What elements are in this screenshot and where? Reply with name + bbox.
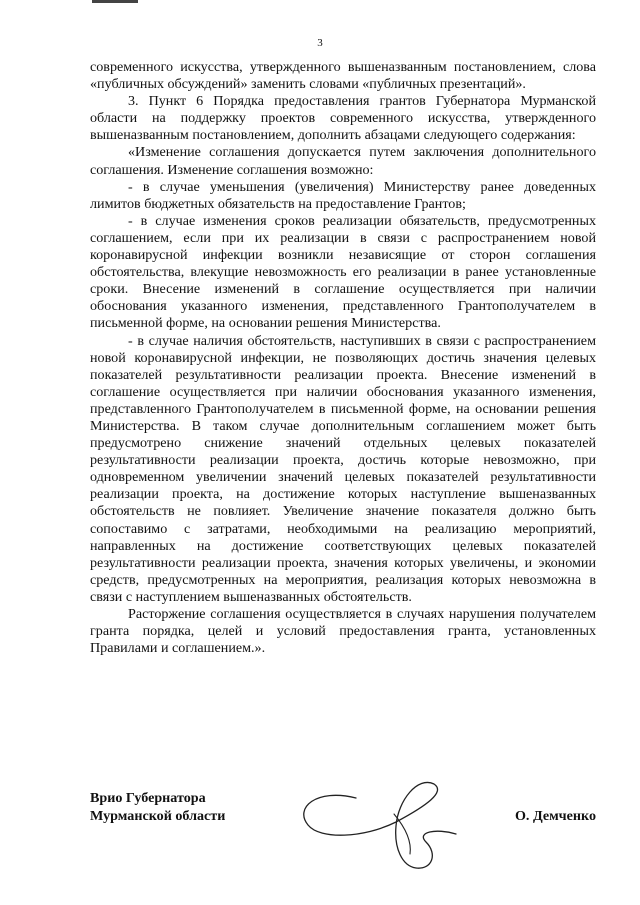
paragraph-quote-intro: «Изменение соглашения допускается путем заключения дополнительного соглашения. Изменение соглашения возможно: bbox=[90, 144, 596, 178]
paragraph-bullet-3: - в случае наличия обстоятельств, наступивших в связи с распространением новой коронавирусной инфекции, не позволяющих достичь значения целевых показателей результативности реализации проекта. Внесение изменений в соглашение осуществляется при наличии обоснования указанного изменения, представленного Грантополучателем в письменной форме, на основании решения Министерства. В таком случае дополнительным соглашением может быть предусмотрено снижение значений отдельных целевых показателей результативности реализации проекта, достичь которые невозможно, при одновременном увеличении значений целевых показателей результативности реализации проекта, на достижение которых наступление вышеназванных обстоятельств не повлияет. Увеличение значение показателя должно быть сопоставимо с затратами, необходимыми на реализацию мероприятий, направленных на достижение соответствующих целевых показателей результативности реализации проекта, значения которых увеличены, и экономии средств, предусмотренных на мероприятия, реализация которых невозможна в связи с наступлением вышеназванных обстоятельств. bbox=[90, 332, 596, 605]
paragraph-item-3: 3. Пункт 6 Порядка предоставления грантов Губернатора Мурманской области на поддержку проектов современного искусства, утвержденного вышеназванным постановлением, дополнить абзацами следующего содержания: bbox=[90, 93, 596, 144]
signatory-title-line-2: Мурманской области bbox=[90, 807, 226, 824]
top-edge-mark bbox=[92, 0, 138, 3]
handwritten-signature bbox=[286, 770, 476, 875]
page-number: 3 bbox=[317, 37, 323, 49]
signatory-title-line-1: Врио Губернатора bbox=[90, 790, 206, 806]
paragraph-bullet-1: - в случае уменьшения (увеличения) Министерству ранее доведенных лимитов бюджетных обязательств на предоставление Грантов; bbox=[90, 178, 596, 212]
paragraph-termination: Расторжение соглашения осуществляется в случаях нарушения получателем гранта порядка, целей и условий предоставления гранта, установленных Правилами и соглашением.». bbox=[90, 606, 596, 657]
document-body bbox=[90, 59, 596, 657]
signature-block bbox=[90, 790, 596, 900]
signatory-title bbox=[90, 790, 225, 825]
paragraph-bullet-2: - в случае изменения сроков реализации обязательств, предусмотренных соглашением, если при их реализации в связи с распространением новой коронавирусной инфекции возникли независящие от сторон соглашения обстоятельства, влекущие невозможность его реализации в ранее установленные сроки. Внесение изменений в соглашение осуществляется при наличии обоснования указанного изменения, представленного Грантополучателем в письменной форме, на основании решения Министерства. bbox=[90, 212, 596, 332]
signatory-name: О. Демченко bbox=[514, 808, 596, 824]
paragraph-continuation: современного искусства, утвержденного вышеназванным постановлением, слова «публичных обсуждений» заменить словами «публичных презентаций». bbox=[90, 59, 596, 93]
